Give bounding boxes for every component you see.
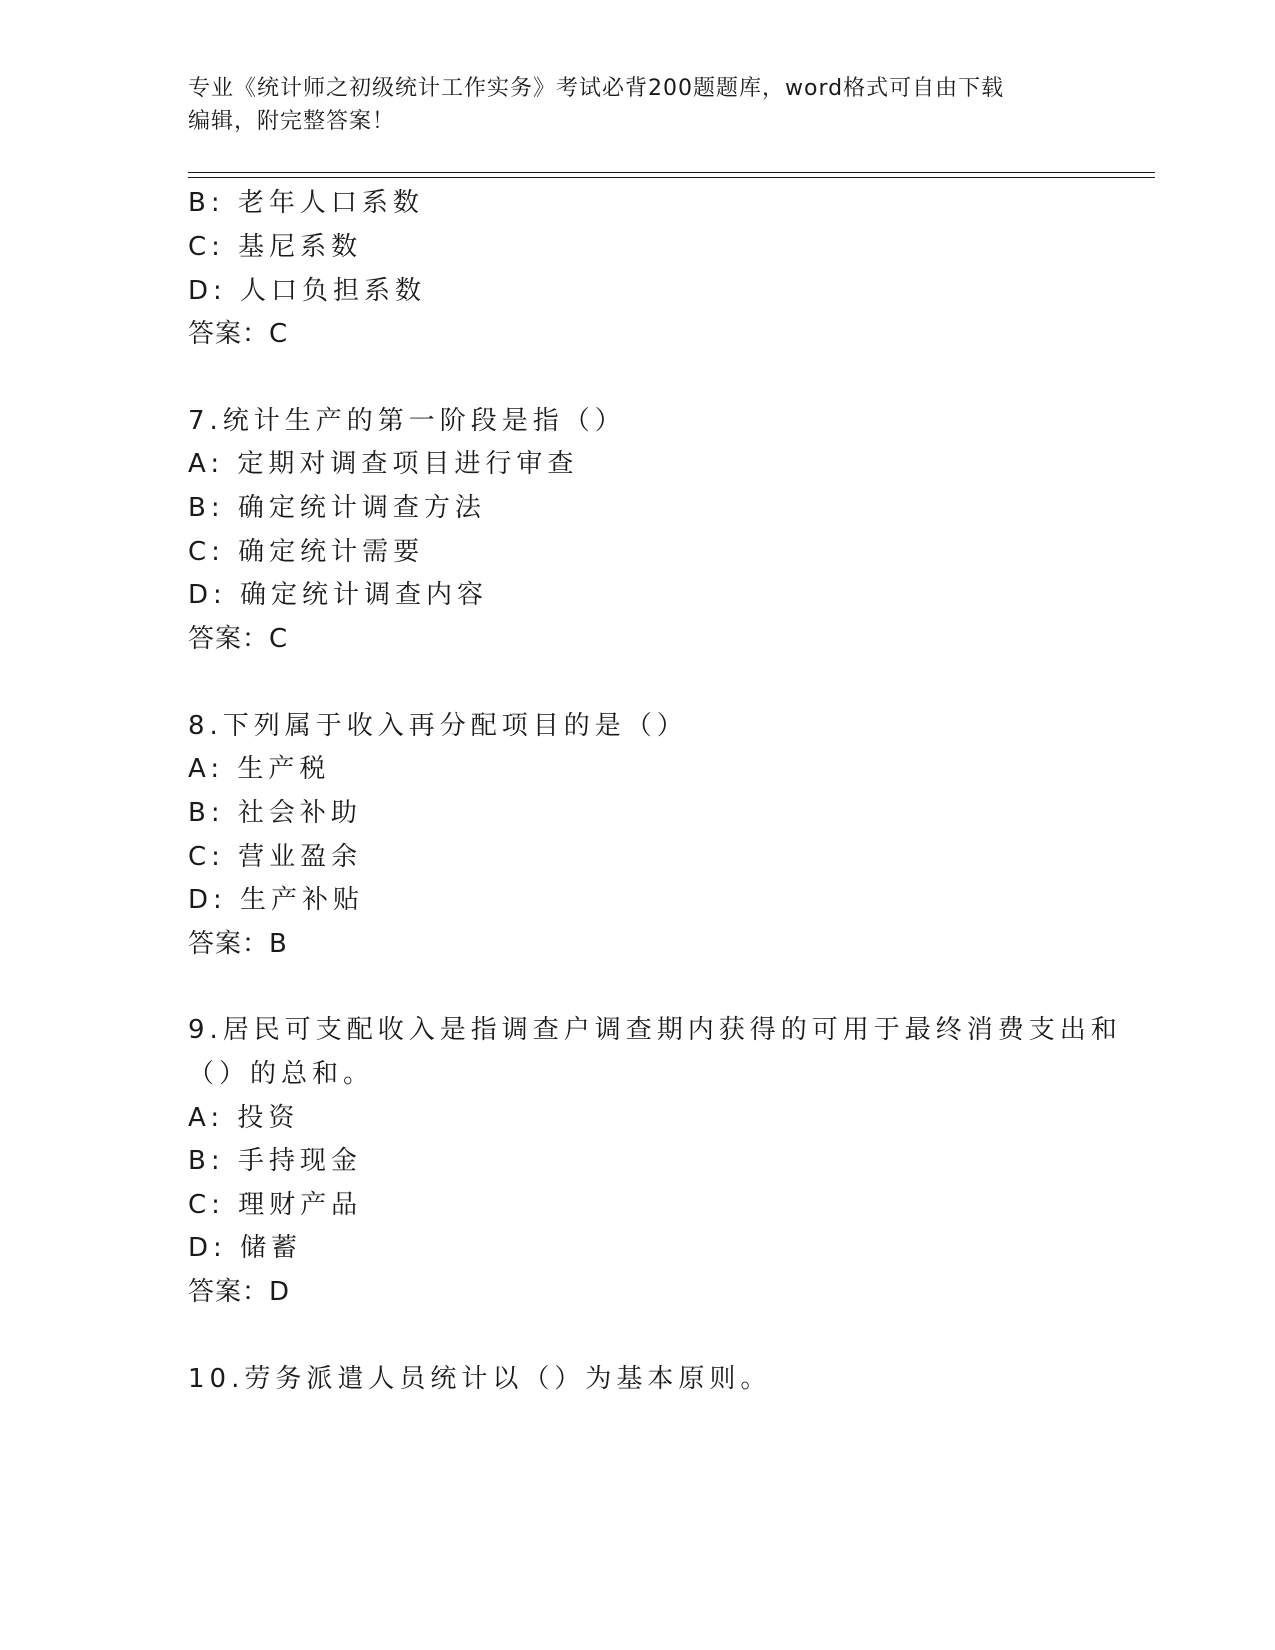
q9-option-b: B: 手持现金: [188, 1146, 362, 1176]
document-header: [188, 72, 1088, 138]
header-line-2: 编辑，附完整答案！: [188, 109, 396, 134]
q9-answer: 答案：D: [188, 1277, 291, 1307]
q8-question: 8.下列属于收入再分配项目的是（）: [188, 711, 688, 741]
q6-answer: 答案：C: [188, 319, 289, 349]
header-line-1: 专业《统计师之初级统计工作实务》考试必背200题题库，word格式可自由下载: [188, 76, 1005, 101]
q6-option-c: C: 基尼系数: [188, 232, 363, 262]
q8-option-a: A: 生产税: [188, 754, 331, 784]
q8-option-b: B: 社会补助: [188, 798, 362, 828]
q7-option-a: A: 定期对调查项目进行审查: [188, 449, 579, 479]
q9-option-c: C: 理财产品: [188, 1190, 363, 1220]
q9-option-d: D: 储蓄: [188, 1233, 303, 1263]
q7-question: 7.统计生产的第一阶段是指（）: [188, 406, 626, 436]
q6-option-d: D: 人口负担系数: [188, 276, 427, 306]
q9-question-line-1: 9.居民可支配收入是指调查户调查期内获得的可用于最终消费支出和: [188, 1015, 1122, 1045]
header-divider-top: [188, 172, 1155, 173]
q9-question-line-2: （）的总和。: [188, 1059, 375, 1089]
q7-option-d: D: 确定统计调查内容: [188, 580, 489, 610]
q6-option-b: B: 老年人口系数: [188, 188, 424, 218]
q8-answer: 答案：B: [188, 929, 288, 959]
q9-option-a: A: 投资: [188, 1103, 300, 1133]
q8-option-d: D: 生产补贴: [188, 885, 365, 915]
q7-option-c: C: 确定统计需要: [188, 537, 425, 567]
q10-question: 10.劳务派遣人员统计以（）为基本原则。: [188, 1364, 772, 1394]
header-divider-bottom: [188, 177, 1155, 178]
q7-option-b: B: 确定统计调查方法: [188, 493, 486, 523]
q8-option-c: C: 营业盈余: [188, 842, 363, 872]
q7-answer: 答案：C: [188, 624, 289, 654]
